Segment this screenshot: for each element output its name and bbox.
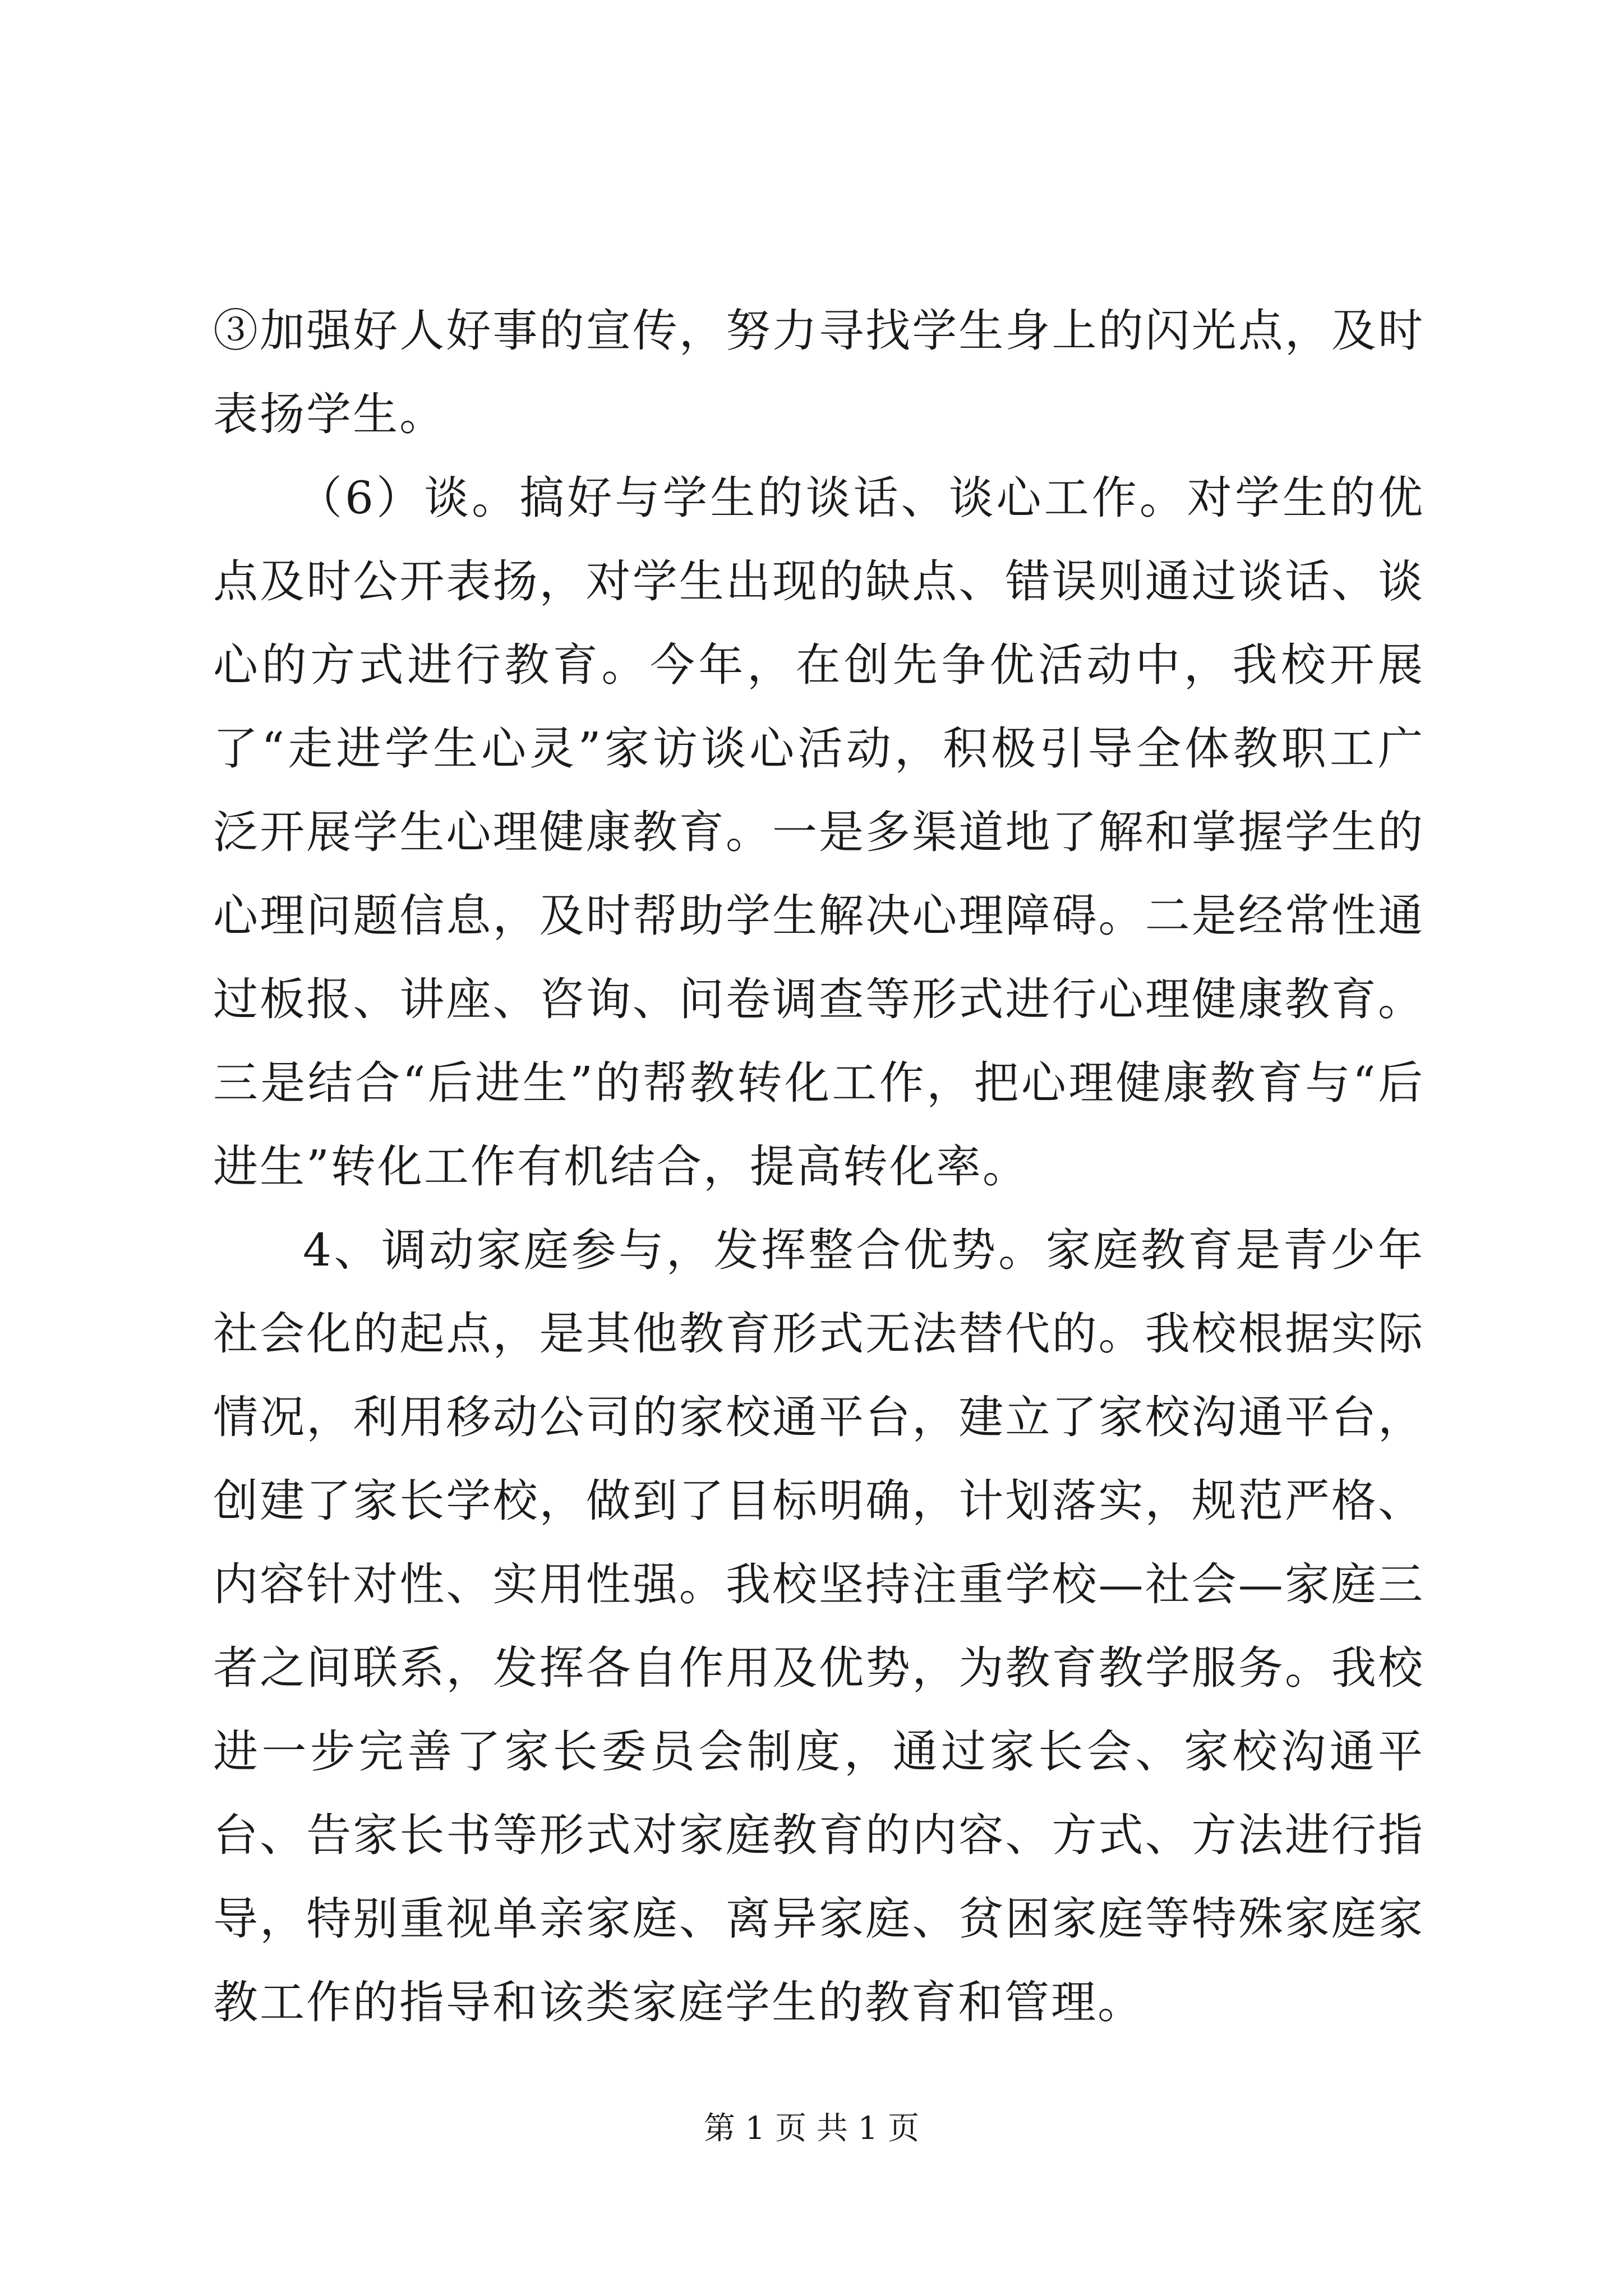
paragraph-1: ③加强好人好事的宣传，努力寻找学生身上的闪光点，及时表扬学生。 <box>213 305 1424 440</box>
paragraph-2: （6）谈。搞好与学生的谈话、谈心工作。对学生的优点及时公开表扬，对学生出现的缺点、错误则通过谈话、谈心的方式进行教育。今年，在创先争优活动中，我校开展了“走进学生心灵”家访谈心活动，积极引导全体教职工广泛开展学生心理健康教育。一是多渠道地了解和掌握学生的心理问题信息，及时帮助学生解决心理障碍。二是经常性通过板报、讲座、咨询、问卷调查等形式进行心理健康教育。三是结合“后进生”的帮教转化工作，把心理健康教育与“后进生”转化工作有机结合，提高转化率。 <box>213 472 1424 1193</box>
paragraph-3: 4、调动家庭参与，发挥整合优势。家庭教育是青少年社会化的起点，是其他教育形式无法替代的。我校根据实际情况，利用移动公司的家校通平台，建立了家校沟通平台，创建了家长学校，做到了目标明确，计划落实，规范严格、内容针对性、实用性强。我校坚持注重学校—社会—家庭三者之间联系，发挥各自作用及优势，为教育教学服务。我校进一步完善了家长委员会制度，通过家长会、家校沟通平台、告家长书等形式对家庭教育的内容、方式、方法进行指导，特别重视单亲家庭、离异家庭、贫困家庭等特殊家庭家教工作的指导和该类家庭学生的教育和管理。 <box>213 1224 1424 2028</box>
document-body <box>213 289 1424 2044</box>
page-footer: 第 1 页 共 1 页 <box>703 2110 920 2147</box>
